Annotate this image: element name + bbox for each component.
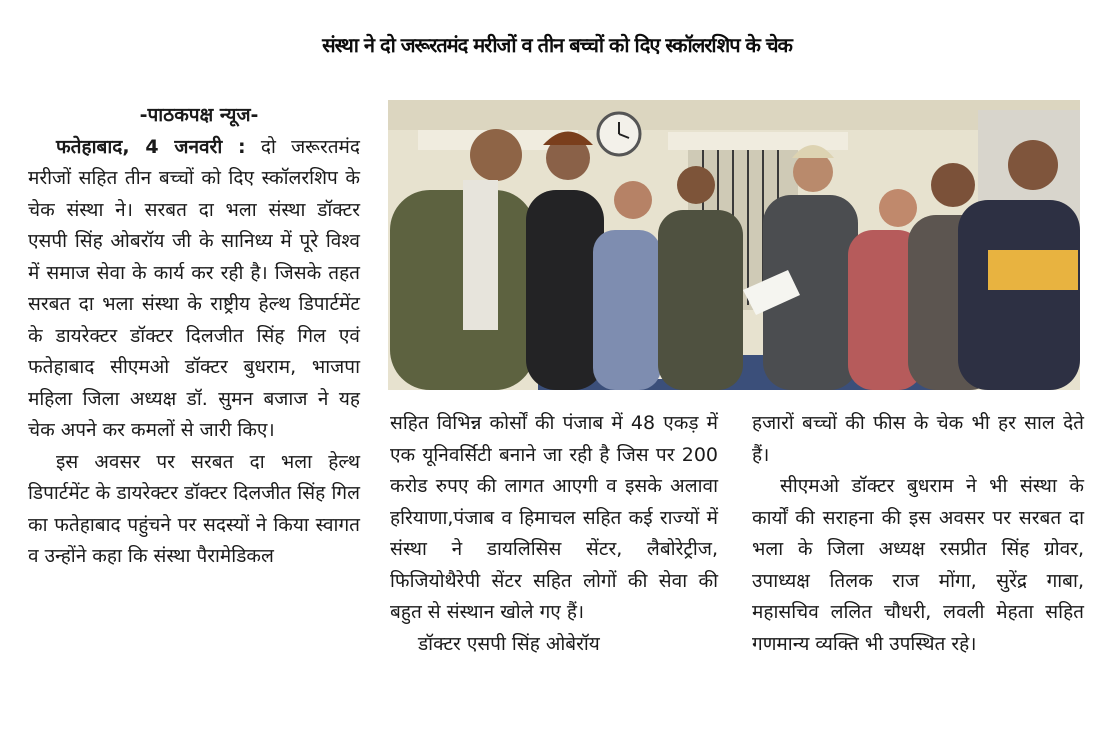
col1-paragraph-1: दो जरूरतमंद मरीजों सहित तीन बच्चों को दिए स्कॉलरशिप के चेक संस्था ने। सरबत दा भला संस्था डॉक्टर एसपी सिंह ओबरॉय जी के सानिध्य में पूरे विश्व में समाज सेवा के कार्य कर रही है। जिसके तहत सरबत दा भला संस्था के राष्ट्रीय हेल्थ डिपार्टमेंट के डायरेक्टर डॉक्टर दिलजीत सिंह गिल एवं फतेहाबाद सीएमओ डॉक्टर बुधराम, भाजपा महिला जिला अध्यक्ष डॉ. सुमन बजाज ने यह चेक अपने कर कमलों से जारी किए। — [28, 135, 360, 441]
col2-paragraph-1: सहित विभिन्न कोर्सों की पंजाब में 48 एकड़ में एक यूनिवर्सिटी बनाने जा रही है जिस पर 200 करोड रुपए की लागत आएगी व इसके अलावा हरियाणा,पंजाब व हिमाचल सहित कई राज्यों में संस्था ने डायलिसिस सेंटर, लैबोरेट्रीज, फिजियोथैरेपी सेंटर सहित लोगों की सेवा की बहुत से संस्थान खोले गए हैं। — [390, 412, 718, 623]
lead-paragraph — [28, 132, 360, 447]
col3-paragraph-2: सीएमओ डॉक्टर बुधराम ने भी संस्था के कार्यों की सराहना की इस अवसर पर सरबत दा भला के जिला अध्यक्ष रसप्रीत सिंह ग्रोवर, उपाध्यक्ष तिलक राज मोंगा, सुरेंद्र गाबा, महासचिव ललित चौधरी, लवली मेहता सहित गणमान्य व्यक्ति भी उपस्थित रहे। — [752, 475, 1084, 655]
news-photo — [388, 100, 1080, 390]
dateline: फतेहाबाद, 4 जनवरी : — [56, 135, 246, 158]
article-column-1 — [28, 100, 360, 573]
col1-paragraph-2: इस अवसर पर सरबत दा भला हेल्थ डिपार्टमेंट के डायरेक्टर डॉक्टर दिलजीत सिंह गिल का फतेहाबाद पहुंचने पर सदस्यों ने किया स्वागत व उन्होंने कहा कि संस्था पैरामेडिकल — [28, 450, 360, 567]
col2-paragraph-2: डॉक्टर एसपी सिंह ओबेरॉय — [418, 632, 600, 655]
byline: -पाठकपक्ष न्यूज- — [139, 104, 259, 126]
article-column-2 — [390, 408, 718, 660]
headline: संस्था ने दो जरूरतमंद मरीजों व तीन बच्चों को दिए स्कॉलरशिप के चेक — [322, 33, 792, 57]
article-column-3 — [752, 408, 1084, 660]
col3-paragraph-1: हजारों बच्चों की फीस के चेक भी हर साल देते हैं। — [752, 412, 1084, 466]
